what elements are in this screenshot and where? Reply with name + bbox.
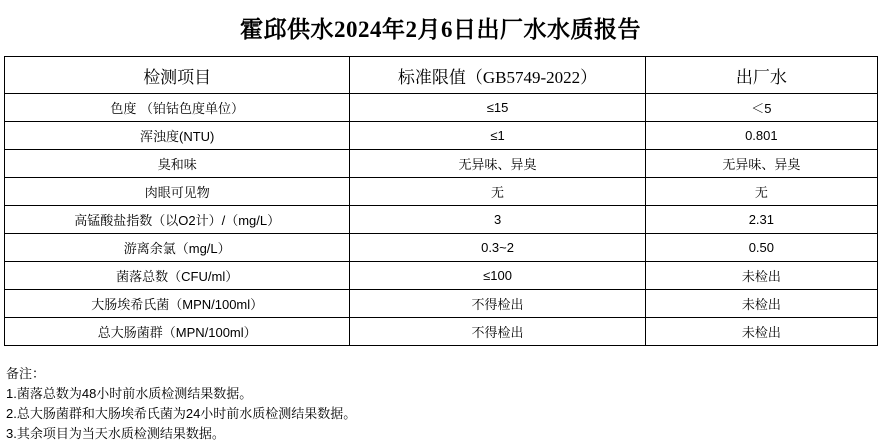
cell-item: 高锰酸盐指数（以O2计）/（mg/L） [5, 206, 350, 234]
cell-standard: 不得检出 [350, 290, 645, 318]
table-row [5, 178, 878, 206]
cell-outlet: 无异味、异臭 [645, 150, 877, 178]
cell-outlet: 未检出 [645, 318, 877, 346]
column-header-standard: 标准限值（GB5749-2022） [350, 57, 645, 94]
notes-heading: 备注： [6, 366, 46, 381]
cell-standard: 0.3~2 [350, 234, 645, 262]
column-header-item: 检测项目 [5, 57, 350, 94]
water-quality-table [4, 56, 878, 346]
notes-section [6, 364, 881, 445]
table-row [5, 318, 878, 346]
notes-line: 1.菌落总数为48小时前水质检测结果数据。 [6, 386, 253, 402]
cell-item: 总大肠菌群（MPN/100ml） [5, 318, 350, 346]
cell-standard: 无 [350, 178, 645, 206]
table-header-row [5, 57, 878, 94]
cell-outlet: ＜5 [645, 94, 877, 122]
cell-standard: 无异味、异臭 [350, 150, 645, 178]
cell-item: 游离余氯（mg/L） [5, 234, 350, 262]
cell-item: 色度 （铂钴色度单位） [5, 94, 350, 122]
cell-standard: ≤1 [350, 122, 645, 150]
cell-item: 菌落总数（CFU/ml） [5, 262, 350, 290]
cell-outlet: 0.50 [645, 234, 877, 262]
table-row [5, 94, 878, 122]
column-header-outlet: 出厂水 [645, 57, 877, 94]
cell-item: 大肠埃希氏菌（MPN/100ml） [5, 290, 350, 318]
cell-outlet: 0.801 [645, 122, 877, 150]
cell-outlet: 无 [645, 178, 877, 206]
cell-standard: ≤100 [350, 262, 645, 290]
cell-outlet: 2.31 [645, 206, 877, 234]
table-row [5, 290, 878, 318]
notes-line: 3.其余项目为当天水质检测结果数据。 [6, 426, 225, 442]
table-row [5, 262, 878, 290]
cell-standard: 3 [350, 206, 645, 234]
page-title: 霍邱供水2024年2月6日出厂水水质报告 [240, 17, 641, 42]
table-row [5, 150, 878, 178]
cell-item: 肉眼可见物 [5, 178, 350, 206]
table-row [5, 122, 878, 150]
cell-outlet: 未检出 [645, 290, 877, 318]
notes-line: 2.总大肠菌群和大肠埃希氏菌为24小时前水质检测结果数据。 [6, 406, 357, 422]
cell-item: 浑浊度(NTU) [5, 122, 350, 150]
cell-item: 臭和味 [5, 150, 350, 178]
cell-standard: 不得检出 [350, 318, 645, 346]
table-row [5, 206, 878, 234]
cell-outlet: 未检出 [645, 262, 877, 290]
table-row [5, 234, 878, 262]
cell-standard: ≤15 [350, 94, 645, 122]
